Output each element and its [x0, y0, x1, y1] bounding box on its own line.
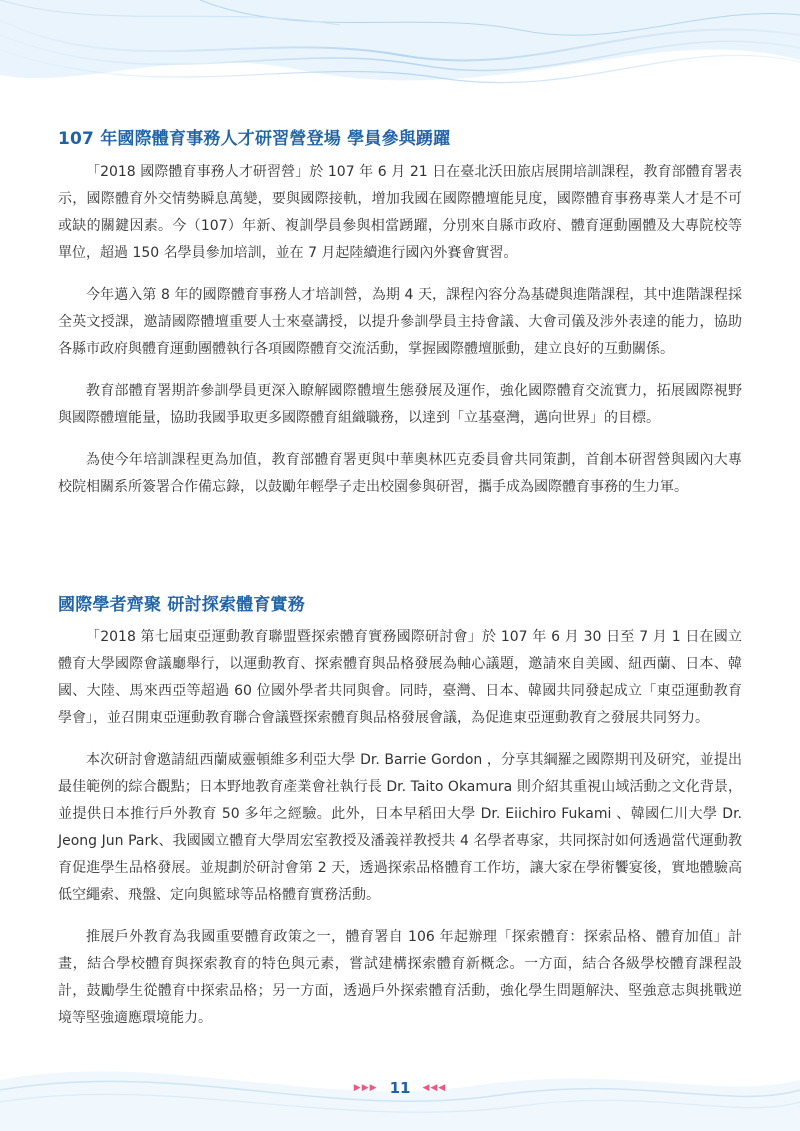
- section1-title: 107 年國際體育事務人才研習營登場 學員參與踴躍: [58, 129, 451, 149]
- section1-paragraph-1: 「2018 國際體育事務人才研習營」於 107 年 6 月 21 日在臺北沃田旅店展開培訓課程，教育部體育署表示，國際體育外交情勢瞬息萬變，要與國際接軌，增加我國在國際體壇能見度，國際體育事務專業人才是不可或缺的關鍵因素。今（107）年新、複訓學員參與相當踴躍，分別來自縣市政府、體育運動團體及大專院校等單位，超過 150 名學員參加培訓，並在 7 月起陸續進行國內外賽會實習。: [58, 164, 742, 261]
- right-arrows-icon: ◀◀◀: [422, 1083, 447, 1093]
- page-footer: [0, 1076, 800, 1100]
- section2-title: 國際學者齊聚 研討探索體育實務: [58, 595, 305, 615]
- section1-body: [58, 159, 742, 516]
- page-number: 11: [389, 1079, 411, 1097]
- header-wave-decoration: [0, 0, 800, 140]
- section1-paragraph-3: 教育部體育署期許參訓學員更深入瞭解國際體壇生態發展及運作，強化國際體育交流實力，拓展國際視野與國際體壇能量，協助我國爭取更多國際體育組織職務，以達到「立基臺灣，邁向世界」的目標。: [58, 383, 742, 426]
- section2-paragraph-1: 「2018 第七屆東亞運動教育聯盟暨探索體育實務國際研討會」於 107 年 6 月 30 日至 7 月 1 日在國立體育大學國際會議廳舉行，以運動教育、探索體育與品格發展為軸心議題，邀請來自美國、紐西蘭、日本、韓國、大陸、馬來西亞等超過 60 位國外學者共同與會。同時，臺灣、日本、韓國共同發起成立「東亞運動教育學會」，並召開東亞運動教育聯合會議暨探索體育與品格發展會議，為促進東亞運動教育之發展共同努力。: [58, 629, 742, 726]
- section1-paragraph-2: 今年邁入第 8 年的國際體育事務人才培訓營，為期 4 天，課程內容分為基礎與進階課程，其中進階課程採全英文授課，邀請國際體壇重要人士來臺講授，以提升參訓學員主持會議、大會司儀及涉外表達的能力，協助各縣市政府與體育運動團體執行各項國際體育交流活動，掌握國際體壇脈動，建立良好的互動關係。: [58, 287, 742, 357]
- section1-paragraph-4: 為使今年培訓課程更為加值，教育部體育署更與中華奧林匹克委員會共同策劃，首創本研習營與國內大專校院相關系所簽署合作備忘錄，以鼓勵年輕學子走出校園參與研習，攜手成為國際體育事務的生力軍。: [58, 452, 742, 495]
- section2-paragraph-3: 推展戶外教育為我國重要體育政策之一，體育署自 106 年起辦理「探索體育：探索品格、體育加值」計畫，結合學校體育與探索教育的特色與元素，嘗試建構探索體育新概念。一方面，結合各級學校體育課程設計，鼓勵學生從體育中探索品格；另一方面，透過戶外探索體育活動，強化學生問題解決、堅強意志與挑戰逆境等堅強適應環境能力。: [58, 929, 742, 1026]
- section2-body: [58, 624, 742, 1047]
- section2-paragraph-2: 本次研討會邀請紐西蘭威靈頓維多利亞大學 Dr. Barrie Gordon ，分享其綱羅之國際期刊及研究，並提出最佳範例的綜合觀點；日本野地教育產業會社執行長 Dr. Taito Okamura 則介紹其重視山域活動之文化背景，並提供日本推行戶外教育 50 多年之經驗。此外，日本早稻田大學 Dr. Eiichiro Fukami 、韓國仁川大學 Dr. Jeong Jun Park、我國國立體育大學周宏室教授及潘義祥教授共 4 名學者專家，共同探討如何透過當代運動教育促進學生品格發展。並規劃於研討會第 2 天，透過探索品格體育工作坊，讓大家在學術饗宴後，實地體驗高低空繩索、飛盤、定向與籃球等品格體育實務活動。: [58, 752, 742, 903]
- left-arrows-icon: ▶▶▶: [353, 1083, 378, 1093]
